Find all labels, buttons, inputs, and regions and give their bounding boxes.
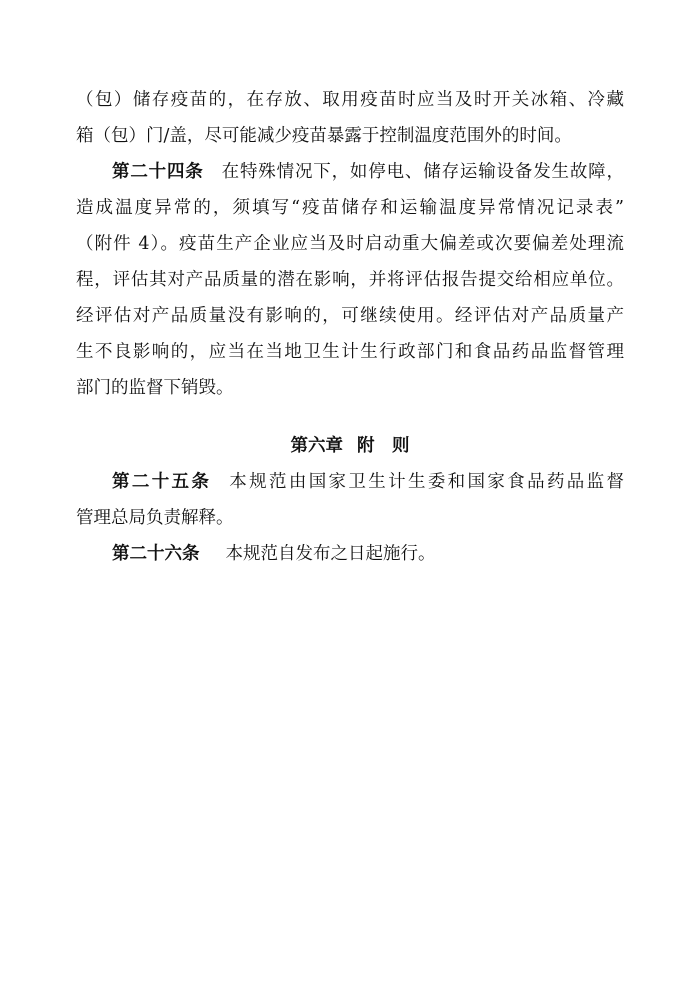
paragraph-line: 生不良影响的，应当在当地卫生计生行政部门和食品药品监督管理	[76, 342, 624, 362]
paragraph-line: （附件 4）。疫苗生产企业应当及时启动重大偏差或次要偏差处理流	[76, 234, 624, 254]
paragraph-line: 程，评估其对产品质量的潜在影响，并将评估报告提交给相应单位。	[76, 270, 624, 290]
article-26-label: 第二十六条	[112, 544, 200, 564]
paragraph-line: 经评估对产品质量没有影响的，可继续使用。经评估对产品质量产	[76, 306, 624, 326]
article-25-first-line	[76, 464, 624, 500]
document-page	[76, 82, 624, 572]
article-24-label: 第二十四条	[112, 162, 204, 182]
paragraph-line: 管理总局负责解释。	[76, 508, 234, 528]
article-24-first-line	[76, 154, 624, 190]
article-24-text: 在特殊情况下，如停电、储存运输设备发生故障，	[221, 162, 625, 182]
paragraph-line: 箱（包）门/盖，尽可能减少疫苗暴露于控制温度范围外的时间。	[76, 126, 572, 146]
article-26-text: 本规范自发布之日起施行。	[225, 544, 436, 564]
article-26-first-line	[76, 536, 624, 572]
chapter-title: 附 则	[357, 436, 410, 456]
chapter-heading	[76, 428, 624, 464]
paragraph-line: （包）储存疫苗的，在存放、取用疫苗时应当及时开关冰箱、冷藏	[76, 90, 624, 110]
paragraph-line: 造成温度异常的，须填写“疫苗储存和运输温度异常情况记录表”	[76, 198, 624, 218]
article-25-text: 本规范由国家卫生计生委和国家食品药品监督	[229, 472, 625, 492]
chapter-number: 第六章	[290, 436, 343, 456]
paragraph-line: 部门的监督下销毁。	[76, 378, 234, 398]
article-25-label: 第二十五条	[112, 472, 212, 492]
